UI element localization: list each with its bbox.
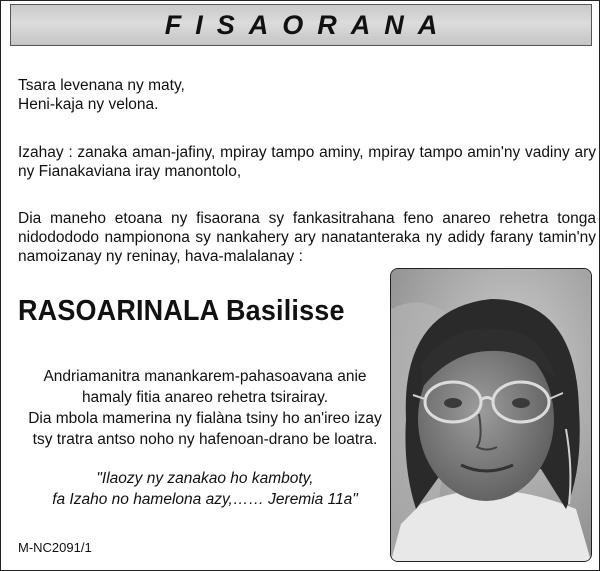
opening-line-1: Tsara levenana ny maty, xyxy=(18,77,185,94)
blessing-line-3: Dia mbola mamerina ny fialàna tsiny ho an'ireo izay xyxy=(28,410,382,427)
portrait-photo xyxy=(390,268,592,562)
opening-lines xyxy=(18,76,185,114)
scripture-quote xyxy=(18,468,392,510)
portrait-image xyxy=(391,269,591,561)
thanks-paragraph: Dia maneho etoana ny fisaorana sy fankasitrahana feno anareo rehetra tonga nidodododo nampionona sy nankahery ary nanatanteraka ny adidy farany tamin'ny namoizanay ny reninay, hava-malalanay : xyxy=(18,210,596,265)
header-title: FISAORANA xyxy=(164,9,452,40)
blessing-text xyxy=(18,366,392,450)
scripture-line-1: "Ilaozy ny zanakao ho kamboty, xyxy=(96,470,314,487)
deceased-name: RASOARINALA Basilisse xyxy=(18,295,345,327)
blessing-line-2: hamaly fitia anareo rehetra tsirairay. xyxy=(81,389,329,406)
family-paragraph: Izahay : zanaka aman-jafiny, mpiray tampo aminy, mpiray tampo amin'ny vadiny ary ny Fianakaviana iray manontolo, xyxy=(18,144,596,180)
header-banner xyxy=(10,4,592,46)
blessing-line-4: tsy tratra antso noho ny hafenoan-drano be loatra. xyxy=(32,431,378,448)
blessing-line-1: Andriamanitra manankarem-pahasoavana anie xyxy=(43,368,367,385)
opening-line-2: Heni-kaja ny velona. xyxy=(18,96,159,113)
scripture-line-2: fa Izaho no hamelona azy,…… Jeremia 11a" xyxy=(52,491,358,508)
reference-code: M-NC2091/1 xyxy=(18,540,92,555)
